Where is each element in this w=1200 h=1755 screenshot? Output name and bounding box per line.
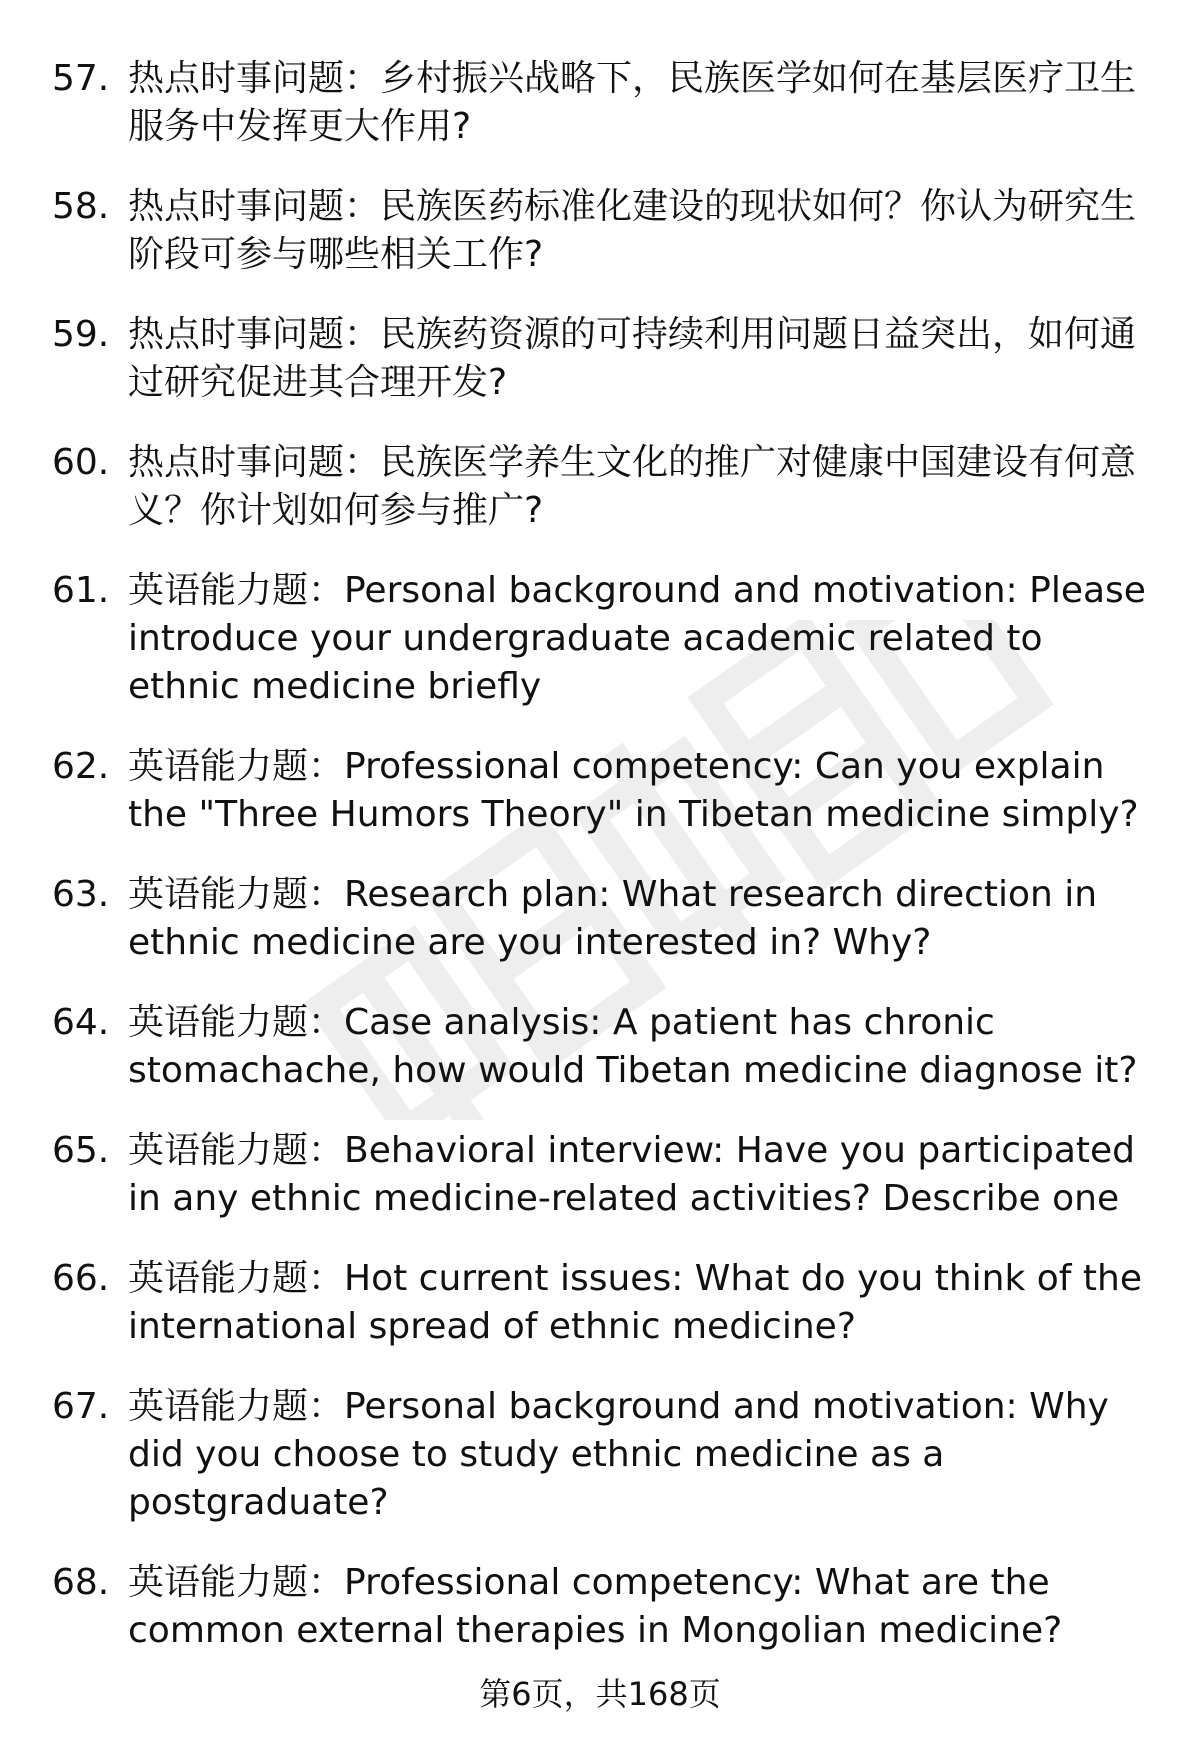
- question-text: 英语能力题：Hot current issues: What do you think of the international spread of ethnic medicine?: [128, 1258, 1142, 1347]
- question-text: 英语能力题：Professional competency: Can you explain the "Three Humors Theory" in Tibetan medicine simply?: [128, 746, 1139, 835]
- question-text: 热点时事问题：乡村振兴战略下，民族医学如何在基层医疗卫生服务中发挥更大作用?: [128, 58, 1137, 147]
- question-number: 57.: [52, 58, 110, 99]
- list-item: [52, 743, 1152, 839]
- question-number: 62.: [52, 746, 110, 787]
- question-number: 68.: [52, 1562, 110, 1603]
- list-item: [52, 1559, 1152, 1655]
- list-item: [52, 1127, 1152, 1223]
- question-number: 66.: [52, 1258, 110, 1299]
- list-item: [52, 55, 1152, 151]
- list-item: [52, 567, 1152, 711]
- question-number: 64.: [52, 1002, 110, 1043]
- question-text: 英语能力题：Case analysis: A patient has chronic stomachache, how would Tibetan medicine diagnose it?: [128, 1002, 1138, 1091]
- question-text: 英语能力题：Behavioral interview: Have you participated in any ethnic medicine-related activities? Describe one: [128, 1130, 1136, 1219]
- question-text: 英语能力题：Personal background and motivation: Why did you choose to study ethnic medicine as a postgraduate?: [128, 1386, 1109, 1523]
- list-item: [52, 311, 1152, 407]
- question-text: 热点时事问题：民族医学养生文化的推广对健康中国建设有何意义？你计划如何参与推广?: [128, 442, 1137, 531]
- question-number: 67.: [52, 1386, 110, 1427]
- question-text: 英语能力题：Professional competency: What are the common external therapies in Mongolian medicine?: [128, 1562, 1063, 1651]
- question-number: 60.: [52, 442, 110, 483]
- question-number: 65.: [52, 1130, 110, 1171]
- list-item: [52, 439, 1152, 535]
- question-number: 63.: [52, 874, 110, 915]
- question-text: 英语能力题：Research plan: What research direction in ethnic medicine are you interested in? Why?: [128, 874, 1098, 963]
- question-number: 59.: [52, 314, 110, 355]
- question-number: 61.: [52, 570, 110, 611]
- page-number-footer: 第6页，共168页: [479, 1675, 721, 1713]
- question-number: 58.: [52, 186, 110, 227]
- question-text: 英语能力题：Personal background and motivation: Please introduce your undergraduate academic related to ethnic medicine briefly: [128, 570, 1146, 707]
- question-text: 热点时事问题：民族医药标准化建设的现状如何？你认为研究生阶段可参与哪些相关工作?: [128, 186, 1137, 275]
- list-item: [52, 999, 1152, 1095]
- list-item: [52, 183, 1152, 279]
- list-item: [52, 871, 1152, 967]
- list-item: [52, 1383, 1152, 1527]
- list-item: [52, 1255, 1152, 1351]
- question-text: 热点时事问题：民族药资源的可持续利用问题日益突出，如何通过研究促进其合理开发?: [128, 314, 1137, 403]
- question-list: [52, 55, 1152, 1687]
